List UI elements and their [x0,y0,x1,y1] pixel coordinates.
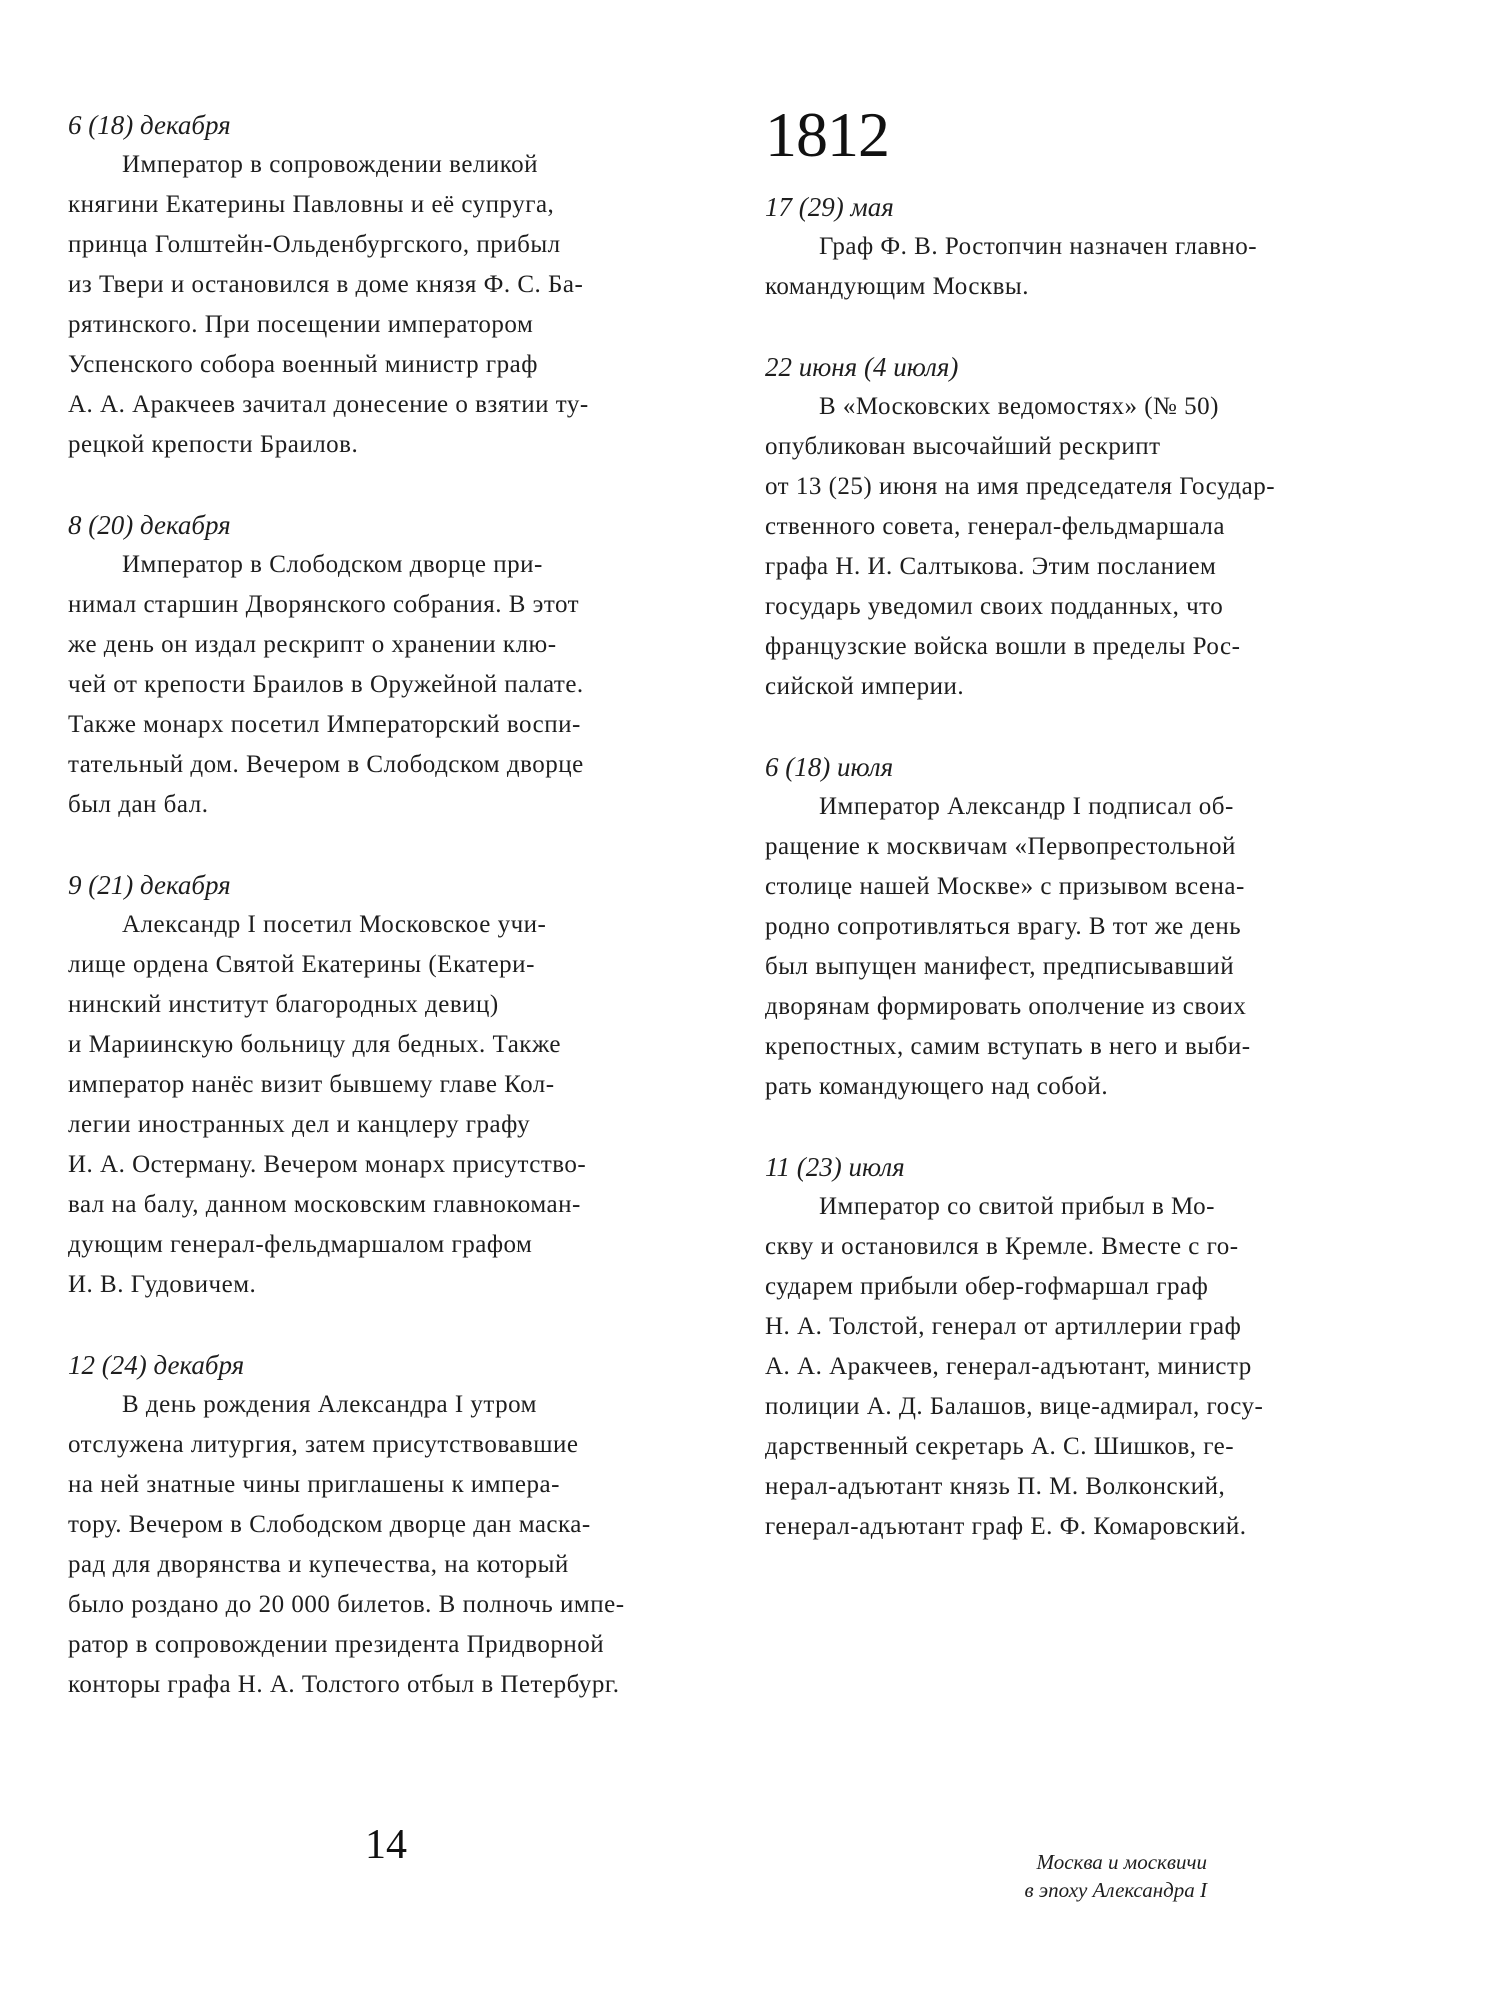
page-number: 14 [365,1822,407,1868]
entry-date: 8 (20) декабря [68,510,231,540]
entry-date: 11 (23) июля [765,1152,905,1182]
entry-date: 17 (29) мая [765,192,894,222]
entry-text: Граф Ф. В. Ростопчин назначен главно- командующим Москвы. [765,233,1258,300]
chronicle-entry [68,1345,728,1705]
chronicle-entry [765,187,1377,307]
chronicle-entry [68,505,728,825]
right-column [765,99,1377,1587]
running-footer-title: Москва и москвичи в эпоху Александра I [1024,1850,1207,1902]
entry-date: 9 (21) декабря [68,870,231,900]
chronicle-entry [765,347,1377,707]
entry-date: 6 (18) декабря [68,110,231,140]
entry-date: 22 июня (4 июля) [765,352,959,382]
entry-text: Император Александр I подписал об- ращение к москвичам «Первопрестольной столице нашей Москве» с призывом всена- родно сопротивляться врагу. В тот же день был выпущен манифест, предписывавший дворянам формировать ополчение из своих крепостных, самим вступать в него и выби- рать командующего над собой. [765,793,1251,1100]
left-column [68,105,728,1745]
entry-text: Император в сопровождении великой княгини Екатерины Павловны и её супруга, принца Голштейн-Ольденбургского, прибыл из Твери и остановился в доме князя Ф. С. Ба- рятинского. При посещении императором Успенского собора военный министр граф А. А. Аракчеев зачитал донесение о взятии ту- рецкой крепости Браилов. [68,151,589,458]
entry-text: Император в Слободском дворце при- нимал старшин Дворянского собрания. В этот же день он издал рескрипт о хранении клю- чей от крепости Браилов в Оружейной палате. Также монарх посетил Императорский воспи- тательный дом. Вечером в Слободском дворце был дан бал. [68,551,584,818]
entry-date: 6 (18) июля [765,752,894,782]
chronicle-entry [68,865,728,1305]
entry-text: Император со свитой прибыл в Мо- скву и остановился в Кремле. Вместе с го- сударем прибыли обер-гофмаршал граф Н. А. Толстой, генерал от артиллерии граф А. А. Аракчеев, генерал-адъютант, министр полиции А. Д. Балашов, вице-адмирал, госу- дарственный секретарь А. С. Шишков, ге- нерал-адъютант князь П. М. Волконский, генерал-адъютант граф Е. Ф. Комаровский. [765,1193,1264,1540]
entry-text: В «Московских ведомостях» (№ 50) опубликован высочайший рескрипт от 13 (25) июня на имя председателя Государ- ственного совета, генерал-фельдмаршала графа Н. И. Салтыкова. Этим посланием государь уведомил своих подданных, что французские войска вошли в пределы Рос- сийской империи. [765,393,1276,700]
chronicle-entry [68,105,728,465]
entry-text: Александр I посетил Московское учи- лище ордена Святой Екатерины (Екатери- нинский институт благородных девиц) и Мариинскую больницу для бедных. Также император нанёс визит бывшему главе Кол- легии иностранных дел и канцлеру графу И. А. Остерману. Вечером монарх присутство- вал на балу, данном московским главнокоман- дующим генерал-фельдмаршалом графом И. В. Гудовичем. [68,911,587,1298]
year-heading: 1812 [765,99,889,170]
chronicle-entry [765,1147,1377,1547]
chronicle-entry [765,747,1377,1107]
entry-text: В день рождения Александра I утром отслужена литургия, затем присутствовавшие на ней знатные чины приглашены к импера- тору. Вечером в Слободском дворце дан маска- рад для дворянства и купечества, на который было роздано до 20 000 билетов. В полночь импе- ратор в сопровождении президента Придворной конторы графа Н. А. Толстого отбыл в Петербург. [68,1391,625,1698]
entry-date: 12 (24) декабря [68,1350,245,1380]
